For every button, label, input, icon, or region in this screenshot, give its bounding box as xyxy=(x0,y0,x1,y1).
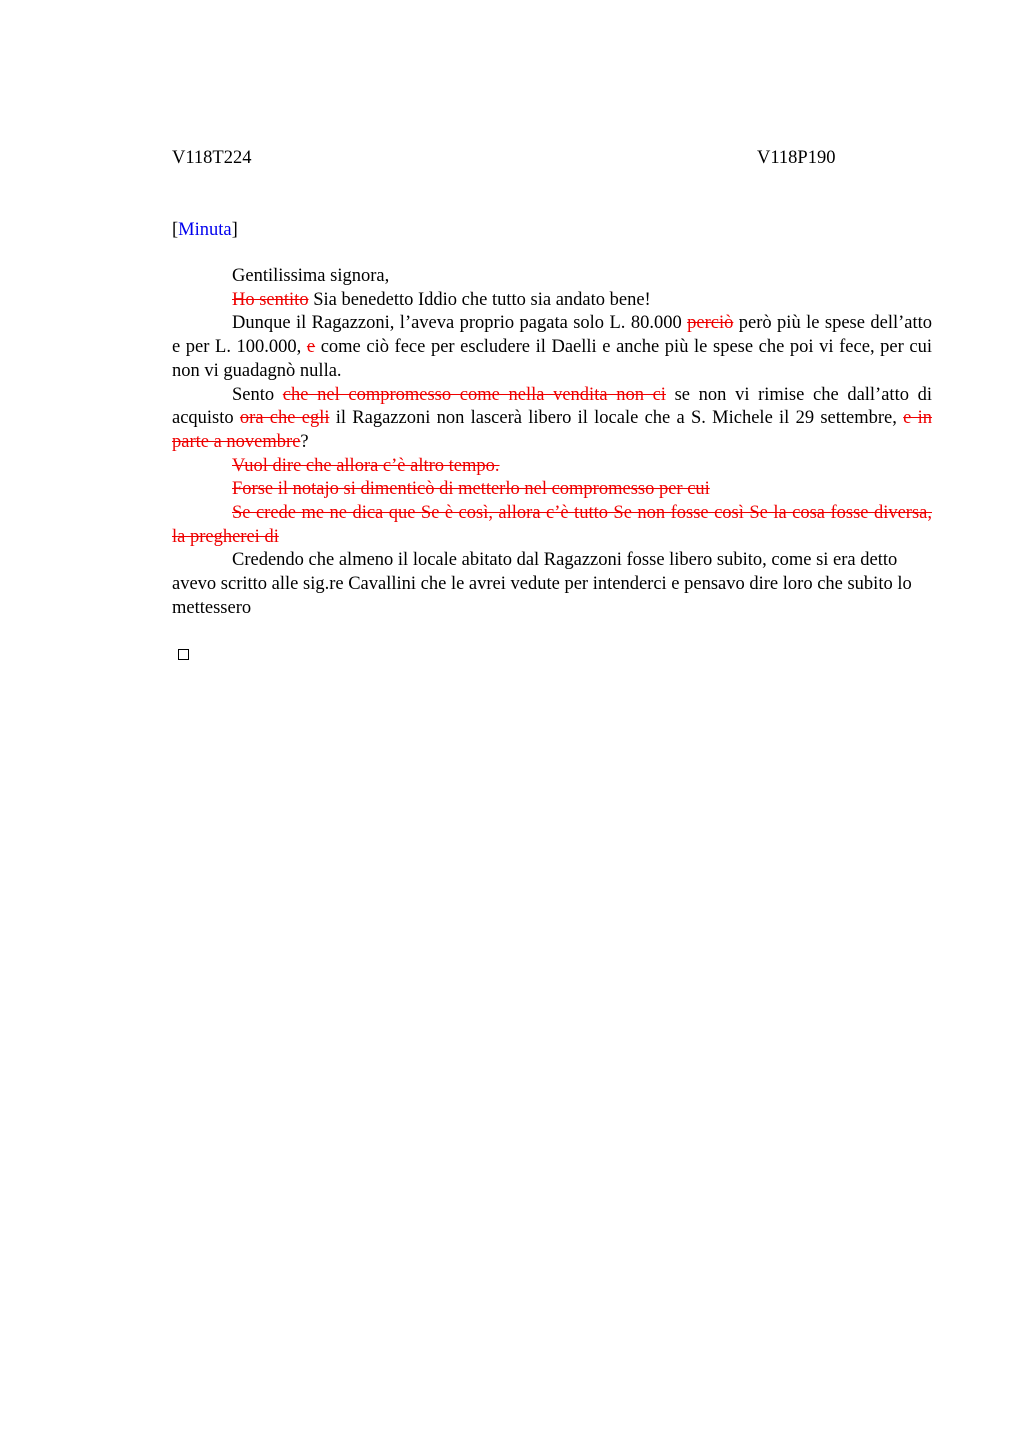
paragraph-1 xyxy=(172,289,932,313)
deleted-text: Vuol dire che allora c’è altro tempo. xyxy=(232,455,500,476)
paragraph-text: Sento xyxy=(232,384,283,405)
document-code-right: V118P190 xyxy=(757,148,836,168)
paragraph-text: Sia benedetto Iddio che tutto sia andato bene! xyxy=(308,289,651,310)
paragraph-text: Credendo che almeno il locale abitato dal Ragazzoni fosse libero subito, come si era detto avevo scritto alle sig.re Cavallini che le avrei vedute per intenderci e pensavo dire loro che subito lo mettessero xyxy=(172,550,912,618)
paragraph-text: come ciò fece per escludere il Daelli e anche più le spese che poi vi fece, per cui non vi guadagnò nulla. xyxy=(172,337,932,381)
document-label xyxy=(172,219,238,241)
paragraph-6 xyxy=(172,502,932,549)
paragraph-5 xyxy=(172,478,932,502)
deleted-text: Forse il notajo si dimenticò di metterlo nel compromesso per cui xyxy=(232,479,710,500)
checkbox-square-icon xyxy=(178,649,189,660)
paragraph-text: Dunque il Ragazzoni, l’aveva proprio pagata solo L. 80.000 xyxy=(232,313,688,334)
deleted-text: Se crede me ne dica que Se è così, allora c’è tutto Se non fosse così Se la cosa fosse diversa, la pregherei di xyxy=(172,503,932,547)
paragraph-4 xyxy=(172,455,932,479)
label-open-bracket: [ xyxy=(172,220,179,240)
paragraph-text: però più le spese dell’atto e per L. 100.000, xyxy=(172,313,933,358)
deleted-text: e in parte a novembre xyxy=(172,408,933,452)
paragraph-text: ? xyxy=(300,431,309,452)
paragraph-3 xyxy=(172,384,932,455)
deleted-text: perciò xyxy=(687,313,734,334)
deleted-text: che nel compromesso come nella vendita non ci xyxy=(282,384,666,405)
deleted-text: e xyxy=(306,337,316,358)
paragraph-7 xyxy=(172,549,932,620)
paragraph-text: se non vi rimise che dall’atto di acquisto xyxy=(172,384,932,429)
letter-body xyxy=(172,265,932,621)
paragraph-text: il Ragazzoni non lascerà libero il locale che a S. Michele il 29 settembre, xyxy=(329,408,904,429)
label-minuta: Minuta xyxy=(178,220,232,240)
label-close-bracket: ] xyxy=(231,220,238,240)
deleted-text: Ho sentito xyxy=(232,289,309,310)
salutation: Gentilissima signora, xyxy=(232,266,390,286)
paragraph-2 xyxy=(172,312,932,383)
deleted-text: ora che egli xyxy=(239,408,330,429)
document-code-left: V118T224 xyxy=(172,148,252,168)
